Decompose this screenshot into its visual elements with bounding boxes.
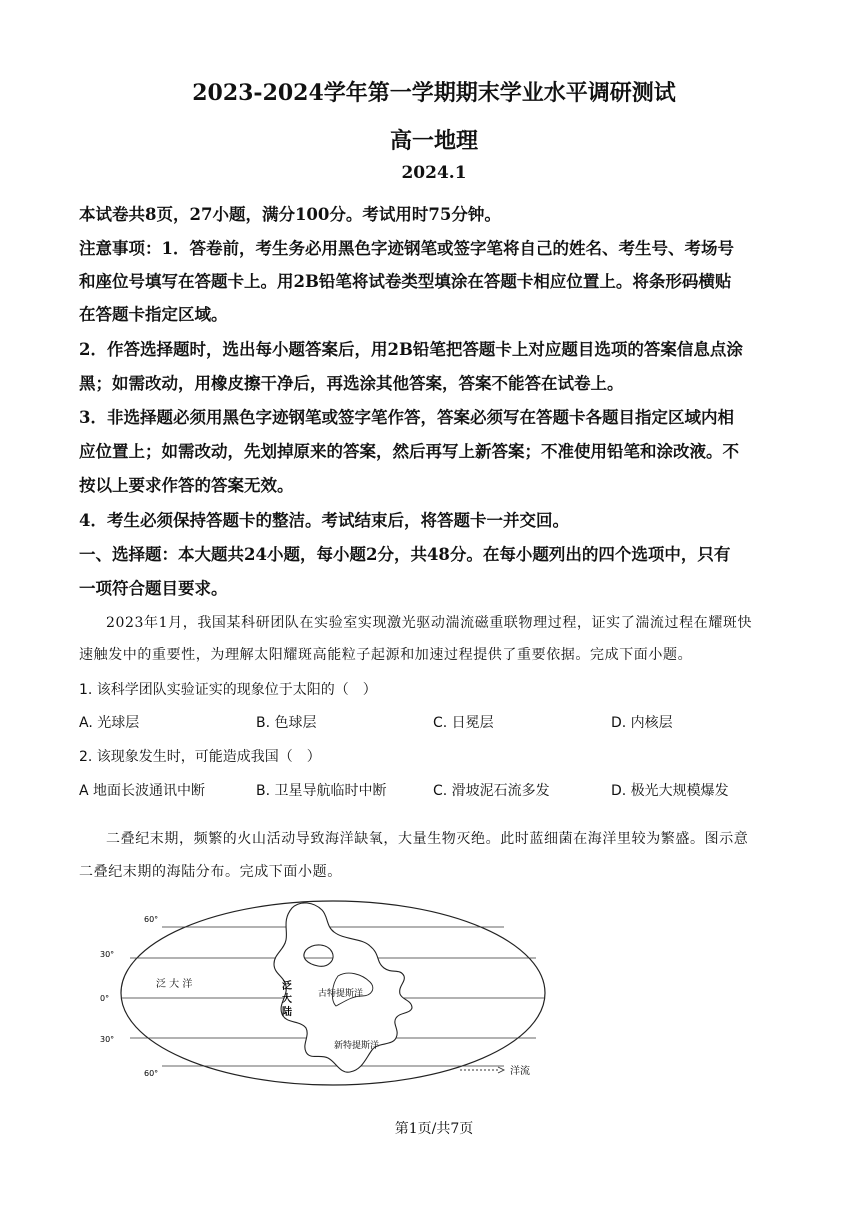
question-2-stem: 2. 该现象发生时，可能造成我国（ ） (79, 749, 321, 765)
section-heading: 一项符合题目要求。 (79, 579, 228, 598)
permian-sea-land-map (100, 890, 570, 1090)
note-line: 3．非选择题必须用黑色字迹钢笔或签字笔作答，答案必须写在答题卡各题目指定区域内相 (79, 408, 734, 427)
note-line: 注意事项：1．答卷前，考生务必用黑色字迹钢笔或签字笔将自己的姓名、考生号、考场号 (79, 239, 734, 258)
passage-line: 2023年1月，我国某科研团队在实验室实现激光驱动湍流磁重联物理过程，证实了湍流过程在耀斑快 (106, 615, 753, 631)
ocean-label-neo-tethys: 新特提斯洋 (334, 1041, 380, 1051)
passage-line: 二叠纪末期的海陆分布。完成下面小题。 (79, 864, 342, 880)
note-line: 黑；如需改动，用橡皮擦干净后，再选涂其他答案，答案不能答在试卷上。 (79, 374, 624, 393)
question-1-stem: 1. 该科学团队实验证实的现象位于太阳的（ ） (79, 682, 377, 698)
question-1-option-d: D. 内核层 (611, 715, 673, 731)
page-footer: 第1页/共7页 (394, 1121, 474, 1137)
continent-label: 陆 (282, 1007, 292, 1018)
exam-title: 2023-2024学年第一学期期末学业水平调研测试 (192, 80, 676, 106)
note-line: 和座位号填写在答题卡上。用2B铅笔将试卷类型填涂在答题卡相应位置上。将条形码横贴 (79, 272, 732, 291)
lat-label: 0° (100, 994, 110, 1003)
continent-label: 泛 (282, 981, 292, 992)
lat-label: 60° (144, 915, 159, 924)
lat-label: 60° (144, 1069, 159, 1078)
question-2-option-b: B. 卫星导航临时中断 (256, 783, 387, 799)
continent-label: 大 (282, 994, 292, 1005)
passage-line: 二叠纪末期，频繁的火山活动导致海洋缺氧，大量生物灭绝。此时蓝细菌在海洋里较为繁盛。图示意 (106, 831, 749, 847)
question-2-option-d: D. 极光大规模爆发 (611, 783, 729, 799)
ocean-label-paleo-tethys: 古特提斯洋 (318, 989, 364, 999)
exam-intro: 本试卷共8页，27小题，满分100分。考试用时75分钟。 (79, 205, 501, 224)
passage-line: 速触发中的重要性，为理解太阳耀斑高能粒子起源和加速过程提供了重要依据。完成下面小题。 (79, 647, 693, 663)
note-line: 4．考生必须保持答题卡的整洁。考试结束后，将答题卡一并交回。 (79, 511, 569, 530)
note-line: 在答题卡指定区域。 (79, 305, 228, 324)
question-1-option-c: C. 日冕层 (433, 715, 494, 731)
section-heading: 一、选择题：本大题共24小题，每小题2分，共48分。在每小题列出的四个选项中，只有 (79, 545, 731, 564)
question-1-option-b: B. 色球层 (256, 715, 317, 731)
question-2-option-c: C. 滑坡泥石流多发 (433, 783, 550, 799)
note-line: 按以上要求作答的答案无效。 (79, 476, 294, 495)
arrow-icon (498, 1067, 504, 1073)
ocean-label-panthalassa: 泛 大 洋 (156, 979, 193, 990)
exam-date: 2024.1 (401, 163, 467, 183)
note-line: 应位置上；如需改动，先划掉原来的答案，然后再写上新答案；不准使用铅笔和涂改液。不 (79, 442, 739, 461)
question-2-option-a: A 地面长波通讯中断 (79, 783, 206, 799)
lat-label: 30° (100, 1035, 115, 1044)
question-1-option-a: A. 光球层 (79, 715, 140, 731)
legend-label: 洋流 (510, 1066, 530, 1077)
lat-label: 30° (100, 950, 115, 959)
exam-subject: 高一地理 (389, 128, 478, 154)
note-line: 2．作答选择题时，选出每小题答案后，用2B铅笔把答题卡上对应题目选项的答案信息点涂 (79, 340, 743, 359)
